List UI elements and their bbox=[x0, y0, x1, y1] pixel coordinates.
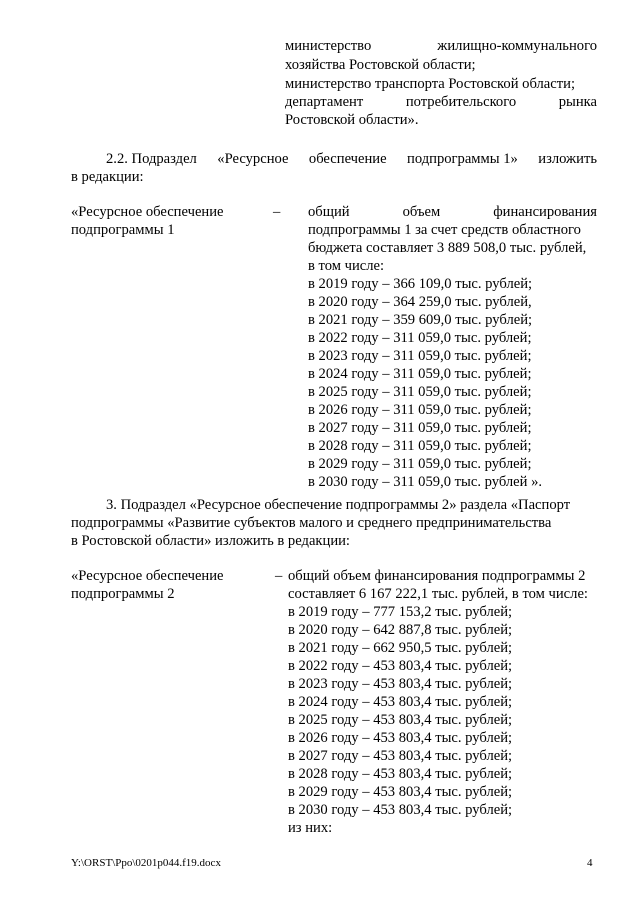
intro-line-4: департамент потребительского рынка bbox=[285, 94, 597, 110]
block1-label-1: «Ресурсное обеспечение bbox=[71, 204, 224, 220]
block1-year-line: в 2019 году – 366 109,0 тыс. рублей; bbox=[308, 276, 533, 292]
intro-line-2: хозяйства Ростовской области; bbox=[285, 57, 476, 73]
block2-text-2: составляет 6 167 222,1 тыс. рублей, в том числе: bbox=[288, 586, 588, 602]
block2-year-line: в 2028 году – 453 803,4 тыс. рублей; bbox=[288, 766, 513, 782]
block1-year-line: в 2022 году – 311 059,0 тыс. рублей; bbox=[308, 330, 532, 346]
block2-year-line: в 2019 году – 777 153,2 тыс. рублей; bbox=[288, 604, 513, 620]
section-3-line-2: подпрограммы «Развитие субъектов малого и среднего предпринимательства bbox=[71, 515, 552, 531]
block1-text-2: подпрограммы 1 за счет средств областного bbox=[308, 222, 581, 238]
block2-year-line: в 2030 году – 453 803,4 тыс. рублей; bbox=[288, 802, 513, 818]
block2-label-1: «Ресурсное обеспечение bbox=[71, 568, 224, 584]
block2-text-1: общий объем финансирования подпрограммы 2 bbox=[288, 568, 586, 584]
section-3-line-3: в Ростовской области» изложить в редакции: bbox=[71, 533, 350, 549]
block1-year-line: в 2029 году – 311 059,0 тыс. рублей; bbox=[308, 456, 532, 472]
block1-year-line: в 2025 году – 311 059,0 тыс. рублей; bbox=[308, 384, 532, 400]
block1-year-line: в 2026 году – 311 059,0 тыс. рублей; bbox=[308, 402, 532, 418]
block1-text-1: общий объем финансирования bbox=[308, 204, 597, 220]
block1-dash: – bbox=[273, 204, 281, 220]
block1-year-line: в 2020 году – 364 259,0 тыс. рублей, bbox=[308, 294, 532, 310]
block2-year-line: в 2026 году – 453 803,4 тыс. рублей; bbox=[288, 730, 513, 746]
block2-label-2: подпрограммы 2 bbox=[71, 586, 175, 602]
block1-label-2: подпрограммы 1 bbox=[71, 222, 175, 238]
block2-year-line: в 2022 году – 453 803,4 тыс. рублей; bbox=[288, 658, 513, 674]
block2-year-line: в 2025 году – 453 803,4 тыс. рублей; bbox=[288, 712, 513, 728]
intro-line-3: министерство транспорта Ростовской области; bbox=[285, 76, 575, 92]
block1-year-line: в 2028 году – 311 059,0 тыс. рублей; bbox=[308, 438, 532, 454]
section-3-line-1: 3. Подраздел «Ресурсное обеспечение подпрограммы 2» раздела «Паспорт bbox=[106, 497, 571, 513]
block2-year-line: в 2020 году – 642 887,8 тыс. рублей; bbox=[288, 622, 513, 638]
block2-year-line: в 2021 году – 662 950,5 тыс. рублей; bbox=[288, 640, 513, 656]
intro-line-1: министерство жилищно-коммунального bbox=[285, 38, 597, 54]
block2-year-line: в 2024 году – 453 803,4 тыс. рублей; bbox=[288, 694, 513, 710]
block2-year-line: в 2023 году – 453 803,4 тыс. рублей; bbox=[288, 676, 513, 692]
footer-file-path: Y:\ORST\Ppo\0201p044.f19.docx bbox=[71, 857, 221, 869]
section-2-2-line-2: в редакции: bbox=[71, 169, 144, 185]
section-2-2-heading: 2.2. Подраздел «Ресурсное обеспечение подпрограммы 1» изложить bbox=[106, 151, 597, 167]
block2-tail: из них: bbox=[288, 820, 333, 836]
intro-line-5: Ростовской области». bbox=[285, 112, 419, 128]
block1-text-3: бюджета составляет 3 889 508,0 тыс. рублей, bbox=[308, 240, 587, 256]
block1-year-line: в 2027 году – 311 059,0 тыс. рублей; bbox=[308, 420, 532, 436]
block1-year-line: в 2023 году – 311 059,0 тыс. рублей; bbox=[308, 348, 532, 364]
page-number: 4 bbox=[587, 857, 593, 869]
block2-year-line: в 2029 году – 453 803,4 тыс. рублей; bbox=[288, 784, 513, 800]
block1-year-line: в 2024 году – 311 059,0 тыс. рублей; bbox=[308, 366, 532, 382]
block2-dash: – bbox=[275, 568, 283, 584]
block1-year-line: в 2021 году – 359 609,0 тыс. рублей; bbox=[308, 312, 533, 328]
block1-year-line: в 2030 году – 311 059,0 тыс. рублей ». bbox=[308, 474, 543, 490]
block1-text-4: в том числе: bbox=[308, 258, 385, 274]
block2-year-line: в 2027 году – 453 803,4 тыс. рублей; bbox=[288, 748, 513, 764]
